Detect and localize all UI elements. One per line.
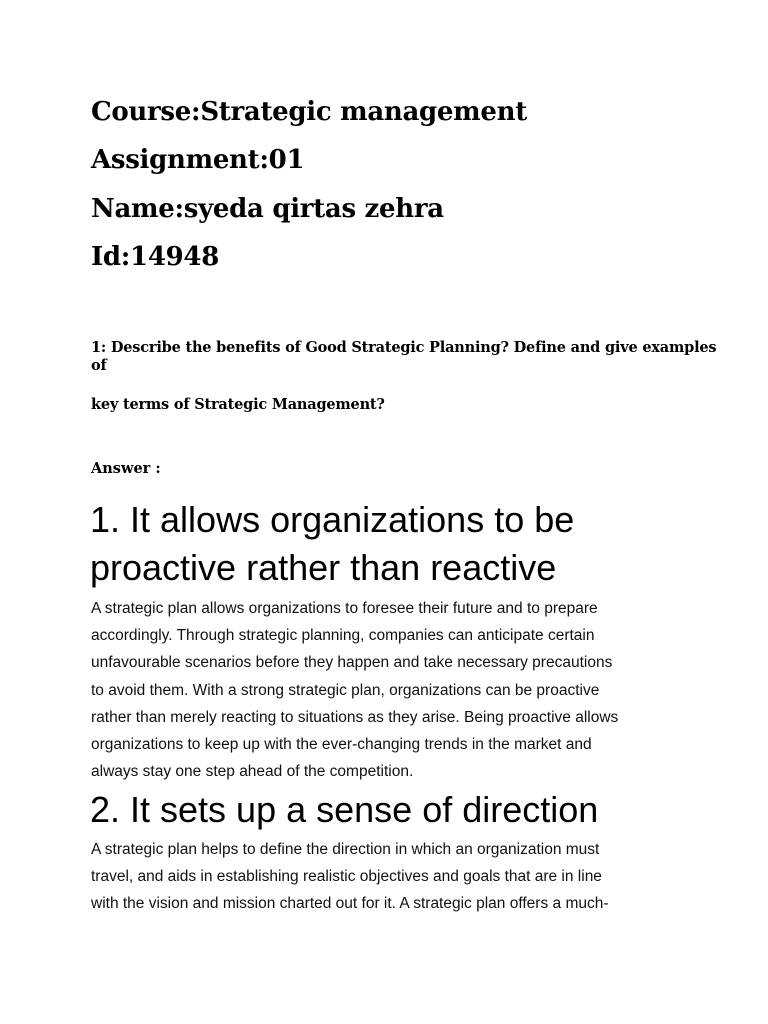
question-spacer	[91, 375, 691, 396]
heading-line: 2. It sets up a sense of direction	[90, 789, 599, 830]
question-line: of	[91, 357, 107, 374]
section-heading-2	[90, 786, 598, 834]
assignment-line: Assignment:01	[91, 145, 305, 175]
section-paragraph-2	[91, 836, 609, 918]
paragraph-line: A strategic plan allows organizations to foresee their future and to prepare	[91, 600, 598, 617]
paragraph-line: travel, and aids in establishing realistic objectives and goals that are in line	[91, 868, 602, 886]
paragraph-line: accordingly. Through strategic planning, companies can anticipate certain	[91, 627, 595, 645]
heading-line: 1. It allows organizations to be	[90, 499, 575, 540]
paragraph-line: organizations to keep up with the ever-changing trends in the market and	[91, 736, 592, 754]
question-line: 1: Describe the benefits of Good Strategic Planning? Define and give examples	[91, 339, 717, 356]
paragraph-line: always stay one step ahead of the competition.	[91, 763, 414, 781]
paragraph-line: rather than merely reacting to situations as they arise. Being proactive allows	[91, 708, 619, 726]
id-line: Id:14948	[91, 242, 219, 272]
name-line: Name:syeda qirtas zehra	[91, 194, 444, 224]
question-line: key terms of Strategic Management?	[91, 396, 385, 413]
question-block	[91, 339, 717, 414]
answer-label: Answer :	[91, 460, 161, 477]
section-heading-1	[90, 496, 574, 592]
course-line: Course:Strategic management	[91, 97, 527, 127]
paragraph-line: A strategic plan helps to define the direction in which an organization must	[91, 841, 600, 858]
section-paragraph-1	[91, 595, 618, 785]
heading-line: proactive rather than reactive	[90, 547, 557, 588]
paragraph-line: unfavourable scenarios before they happen and take necessary precautions	[91, 654, 613, 672]
paragraph-line: to avoid them. With a strong strategic plan, organizations can be proactive	[91, 681, 600, 699]
paragraph-line: with the vision and mission charted out for it. A strategic plan offers a much-	[91, 895, 609, 913]
